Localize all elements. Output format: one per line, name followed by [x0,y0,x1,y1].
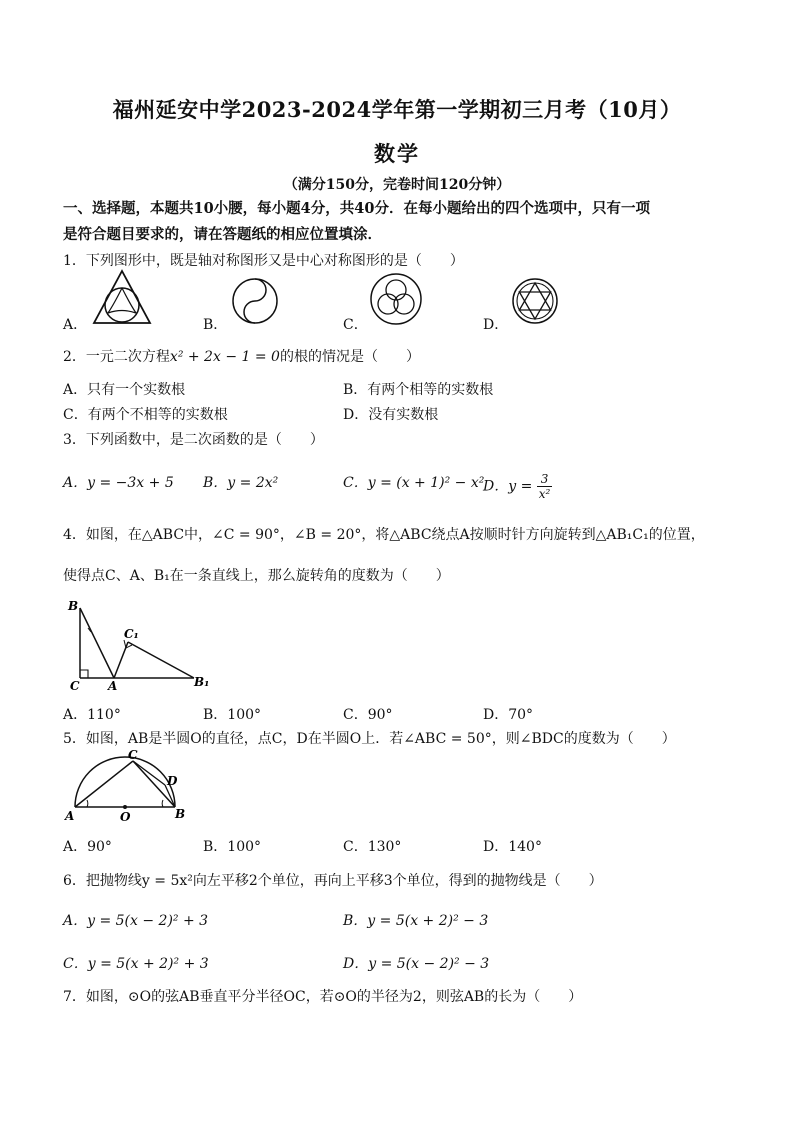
q5-option-a: A．90° [63,839,112,855]
q4-stem-line-1: 4．如图，在△ABC中，∠C = 90°，∠B = 20°，将△ABC绕点A按顺时针方向旋转到△AB₁C₁的位置， [63,527,705,543]
q4-label-a: A [108,679,118,693]
q5-label-o: O [120,810,131,824]
q3-option-d-prefix: D．y = [483,478,537,495]
q6-option-a: A．y = 5(x − 2)² + 3 [63,913,209,929]
q2-option-b: B．有两个相等的实数根 [343,382,494,398]
q5-label-b: B [175,807,186,821]
q3-option-d [483,472,552,501]
three-circles-icon [368,272,424,326]
q1-option-a-label: A． [63,317,88,333]
q5-option-d: D．140° [483,839,542,855]
q4-label-c1: C₁ [124,627,139,641]
q4-option-b: B．100° [203,707,262,723]
q3-option-c: C．y = (x + 1)² − x² [343,475,485,491]
q5-stem: 5．如图，AB是半圆O的直径，点C，D在半圆O上．若∠ABC = 50°，则∠BDC的度数为（ ） [63,731,676,747]
reuleaux-triangle-icon [90,268,154,328]
q2-option-c: C．有两个不相等的实数根 [63,407,228,423]
q4-option-a: A．110° [63,707,121,723]
exam-note: （满分150分，完卷时间120分钟） [283,177,511,193]
q2-stem [63,346,420,366]
q3-fraction-numerator: 3 [537,472,553,487]
q2-stem-post: 的根的情况是（ ） [279,349,420,365]
q2-stem-pre: 2．一元二次方程 [63,349,170,365]
q5-label-c: C [128,748,138,762]
q4-stem-line-2: 使得点C、A、B₁在一条直线上，那么旋转角的度数为（ ） [63,568,450,584]
q5-option-c: C．130° [343,839,402,855]
q3-fraction [537,472,553,501]
q2-equation: x² + 2x − 1 = 0 [169,349,280,365]
q2-option-a: A．只有一个实数根 [63,382,186,398]
q4-option-d: D．70° [483,707,534,723]
q4-label-b: B [68,599,79,613]
q5-figure [63,748,187,824]
q4-label-b1: B₁ [194,675,210,689]
q3-stem: 3．下列函数中，是二次函数的是（ ） [63,432,324,448]
q4-label-c: C [70,679,80,693]
q1-option-d-label: D． [483,317,509,333]
q3-option-b: B．y = 2x² [203,475,279,491]
hexagram-in-circle-icon [510,276,560,326]
q3-fraction-denominator: x² [538,487,551,501]
section-heading-line-1: 一、选择题，本题共10小腰，每小题4分，共40分．在每小题给出的四个选项中，只有一项 [63,200,650,217]
q5-option-b: B．100° [203,839,262,855]
q6-option-b: B．y = 5(x + 2)² − 3 [343,913,489,929]
q4-option-c: C．90° [343,707,393,723]
q2-option-d: D．没有实数根 [343,407,439,423]
exam-title: 福州延安中学2023-2024学年第一学期初三月考（10月） [112,97,682,122]
q6-stem: 6．把抛物线y = 5x²向左平移2个单位，再向上平移3个单位，得到的抛物线是（ ） [63,873,603,889]
section-heading [63,196,743,248]
q6-option-d: D．y = 5(x − 2)² − 3 [343,956,490,972]
exam-subject: 数学 [374,141,420,166]
q5-label-a: A [65,809,75,823]
q7-stem: 7．如图，⊙O的弦AB垂直平分半径OC，若⊙O的半径为2，则弦AB的长为（ ） [63,989,583,1005]
q6-option-c: C．y = 5(x + 2)² + 3 [63,956,209,972]
q5-label-d: D [167,774,178,788]
yin-yang-icon [230,276,280,326]
q1-option-c-label: C． [343,317,368,333]
q1-stem: 1．下列图形中，既是轴对称图形又是中心对称图形的是（ ） [63,253,464,269]
section-heading-line-2: 是符合题目要求的，请在答题纸的相应位置填涂． [63,226,382,243]
q3-option-a: A．y = −3x + 5 [63,475,174,491]
q1-option-b-label: B． [203,317,228,333]
q4-figure [66,598,216,693]
